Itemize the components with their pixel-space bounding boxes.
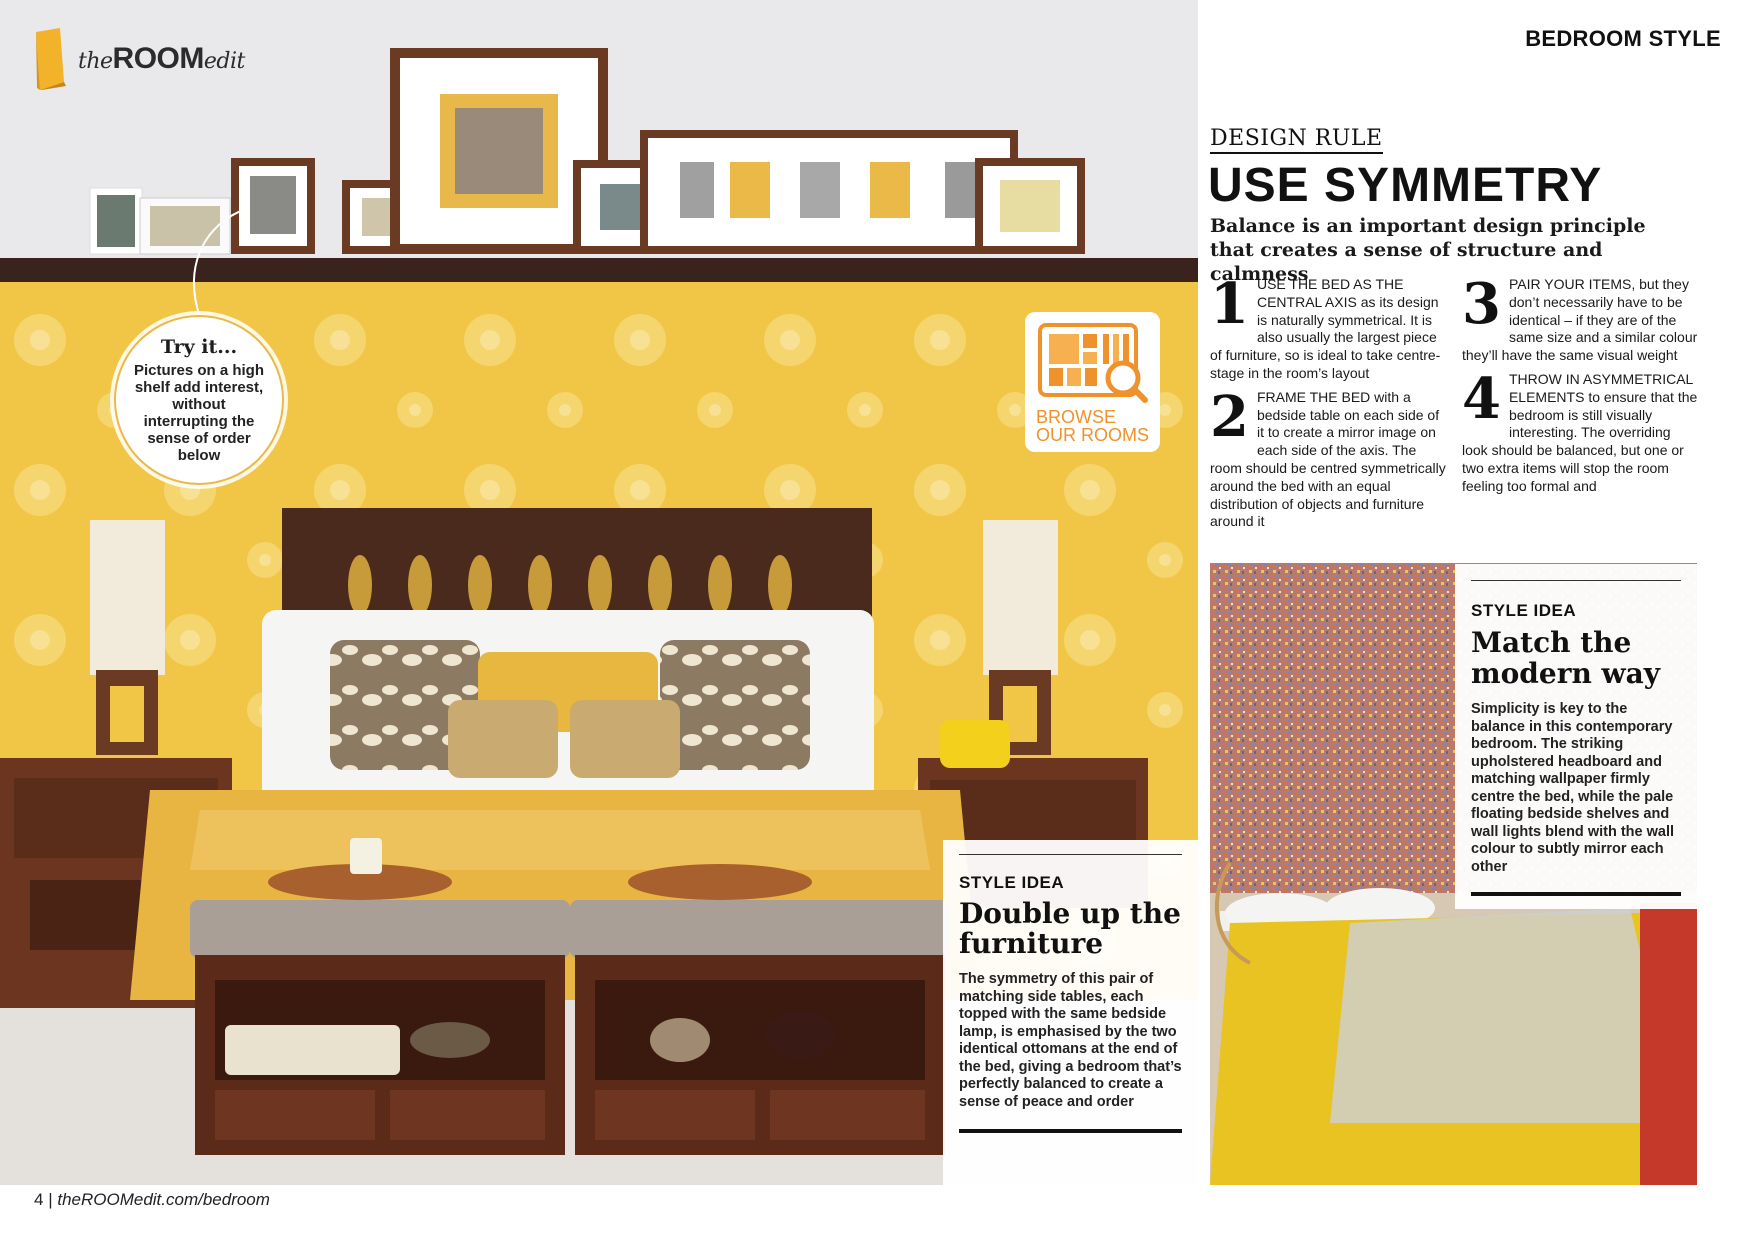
brand-the: the bbox=[78, 49, 113, 74]
standfirst: Balance is an important design principle that creates a sense of structure and calmness bbox=[1210, 215, 1646, 285]
style-idea-box-2 bbox=[1455, 564, 1697, 909]
style-idea-2-title: Match the modern way bbox=[1471, 626, 1661, 690]
browse-label-line2: OUR ROOMS bbox=[1035, 425, 1149, 445]
try-it-text: Pictures on a high shelf add interest, without interrupting the sense of order below bbox=[133, 362, 265, 464]
rule-lead-4: THROW IN ASYMMETRICAL ELEMENTS bbox=[1508, 370, 1693, 405]
rule-text-4: to ensure that the bedroom is still visually interesting. The overriding look should be balanced, but one or two extra items will stop the room feeling too formal and bbox=[1462, 388, 1698, 494]
rule-text-2: with a bedside table on each side of it to create a mirror image on each side of the axis. The room should be centred symmetrically around the bed with an equal distribution of objects and furniture around it bbox=[1210, 388, 1446, 530]
style-idea-1-body: The symmetry of this pair of matching side tables, each topped with the same bedside lamp, is emphasised by the two identical ottomans at the end of the bed, giving a bedroom that’s perfectly balanced to create a sense of peace and order bbox=[959, 971, 1182, 1110]
rule-number-3: 3 bbox=[1462, 276, 1501, 337]
design-rules-list bbox=[1210, 276, 1700, 537]
rule-text-3: , but they don’t necessarily have to be identical – if they are of the same size and a similar colour they’ll have the same visual weight bbox=[1462, 276, 1698, 364]
divider bbox=[1471, 580, 1681, 581]
rule-number-1: 1 bbox=[1210, 276, 1249, 337]
brand-logo[interactable] bbox=[34, 28, 245, 90]
rule-lead-1: USE THE BED AS THE CENTRAL AXIS bbox=[1256, 276, 1404, 310]
rule-item-3 bbox=[1462, 276, 1698, 365]
rule-lead-3: PAIR YOUR ITEMS bbox=[1508, 276, 1632, 292]
divider bbox=[959, 854, 1182, 855]
rule-item-4 bbox=[1462, 371, 1698, 496]
footer-separator: | bbox=[43, 1190, 58, 1209]
book-logo-icon bbox=[34, 28, 68, 90]
browse-rooms-button[interactable] bbox=[1025, 312, 1160, 452]
browse-label-line1: BROWSE bbox=[1035, 407, 1116, 427]
callout-connector bbox=[186, 205, 256, 320]
brand-room: ROOM bbox=[112, 42, 204, 75]
rule-item-2 bbox=[1210, 389, 1446, 531]
rules-column-left bbox=[1210, 276, 1446, 537]
try-it-callout bbox=[114, 315, 284, 485]
page-footer bbox=[34, 1190, 270, 1210]
rule-text-1: as its design is naturally symmetrical. It is also usually the largest piece of furniture, so is ideal to take centre-stage in the room’s layout bbox=[1210, 293, 1441, 381]
style-idea-1-kicker: STYLE IDEA bbox=[959, 873, 1065, 892]
brand-wordmark bbox=[78, 42, 245, 76]
try-it-title: Try it... bbox=[160, 336, 238, 358]
brand-edit: edit bbox=[203, 49, 245, 74]
page-title: USE SYMMETRY bbox=[1208, 159, 1603, 212]
rule-lead-2: FRAME THE BED bbox=[1256, 388, 1371, 405]
divider-thick bbox=[1471, 892, 1681, 896]
divider-thick bbox=[959, 1129, 1182, 1133]
style-idea-1-title: Double up the furniture bbox=[959, 897, 1181, 960]
page-number: 4 bbox=[34, 1190, 44, 1209]
browse-rooms-icon bbox=[1037, 322, 1149, 404]
style-idea-box-1 bbox=[943, 840, 1198, 1185]
rule-number-2: 2 bbox=[1210, 388, 1249, 450]
design-rule-kicker: DESIGN RULE bbox=[1210, 126, 1383, 154]
section-tag: BEDROOM STYLE bbox=[1525, 26, 1721, 51]
style-idea-2-kicker: STYLE IDEA bbox=[1471, 601, 1577, 620]
rule-number-4: 4 bbox=[1462, 370, 1501, 432]
rule-item-1 bbox=[1210, 276, 1446, 383]
style-idea-2-body: Simplicity is key to the balance in this contemporary bedroom. The striking upholstered headboard and matching wallpaper firmly centre the bed, while the pale floating bedside shelves and wall lights blend with the wall colour to subtly mirror each other bbox=[1471, 701, 1675, 875]
footer-url-link[interactable]: theROOMedit.com/bedroom bbox=[57, 1190, 270, 1209]
rules-column-right bbox=[1462, 276, 1698, 537]
